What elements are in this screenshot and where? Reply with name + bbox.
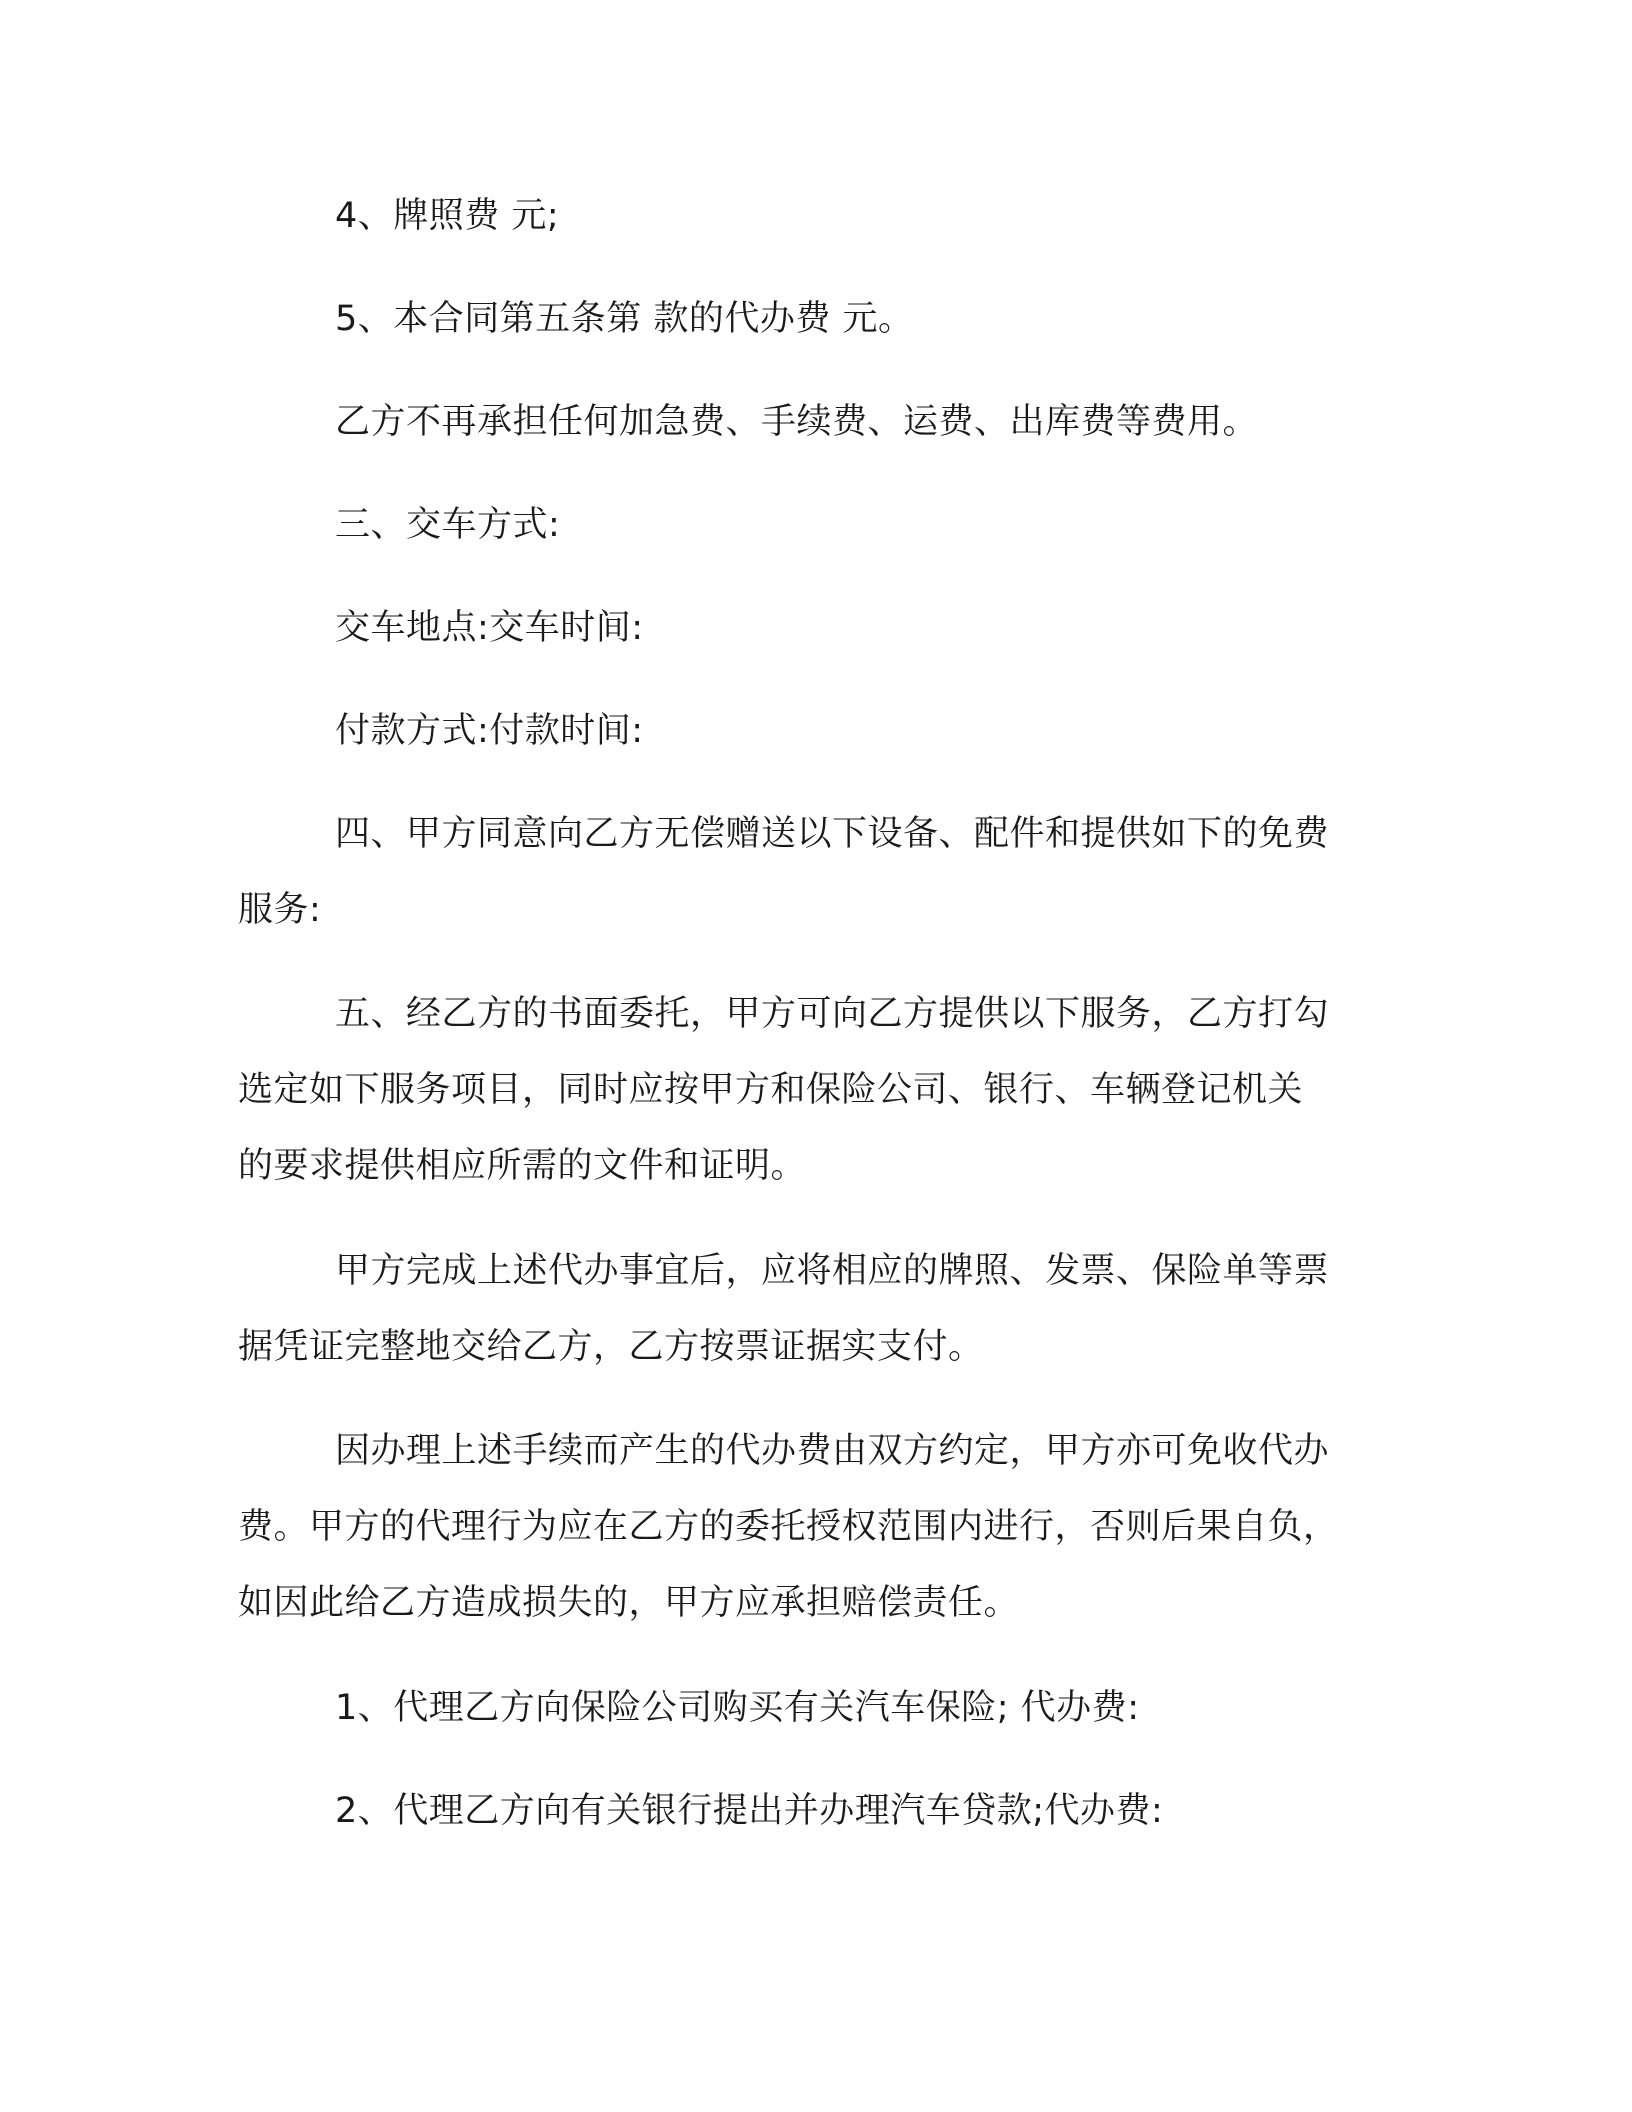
- text-line: 的要求提供相应所需的文件和证明。: [238, 1146, 807, 1186]
- text-line: 三、交车方式:: [335, 505, 561, 545]
- paragraph-delivery-place-time: [335, 590, 1370, 666]
- text-line: 费。甲方的代理行为应在乙方的委托授权范围内进行，否则后果自负，: [238, 1507, 1339, 1547]
- text-line: 据凭证完整地交给乙方，乙方按票证据实支付。: [238, 1327, 984, 1367]
- paragraph-completion: [238, 1233, 1370, 1385]
- paragraph-agency-fee-agreement: [238, 1413, 1370, 1641]
- list-item-insurance: [335, 1670, 1370, 1746]
- text-line: 四、甲方同意向乙方无偿赠送以下设备、配件和提供如下的免费: [335, 814, 1330, 854]
- text-line: 五、经乙方的书面委托，甲方可向乙方提供以下服务，乙方打勾: [335, 994, 1330, 1034]
- section-four: [238, 796, 1370, 948]
- text-line: 选定如下服务项目，同时应按甲方和保险公司、银行、车辆登记机关: [238, 1070, 1304, 1110]
- text-line: 交车地点:交车时间:: [335, 608, 644, 648]
- text-line: 4、牌照费 元;: [335, 196, 560, 236]
- text-line: 服务:: [238, 890, 322, 930]
- text-line: 1、代理乙方向保险公司购买有关汽车保险; 代办费:: [335, 1688, 1140, 1728]
- paragraph-agency-fee: [335, 281, 1370, 357]
- text-line: 乙方不再承担任何加急费、手续费、运费、出库费等费用。: [335, 402, 1259, 442]
- paragraph-license-fee: [335, 178, 1370, 254]
- text-line: 付款方式:付款时间:: [335, 711, 644, 751]
- text-line: 甲方完成上述代办事宜后，应将相应的牌照、发票、保险单等票: [335, 1251, 1330, 1291]
- text-line: 5、本合同第五条第 款的代办费 元。: [335, 299, 914, 339]
- section-heading-delivery: [335, 487, 1370, 563]
- section-five: [238, 976, 1370, 1204]
- paragraph-no-extra-fees: [335, 384, 1370, 460]
- text-line: 因办理上述手续而产生的代办费由双方约定，甲方亦可免收代办: [335, 1431, 1330, 1471]
- list-item-loan: [335, 1773, 1370, 1849]
- paragraph-payment-method-time: [335, 693, 1370, 769]
- text-line: 如因此给乙方造成损失的，甲方应承担赔偿责任。: [238, 1583, 1020, 1623]
- text-line: 2、代理乙方向有关银行提出并办理汽车贷款;代办费:: [335, 1791, 1164, 1831]
